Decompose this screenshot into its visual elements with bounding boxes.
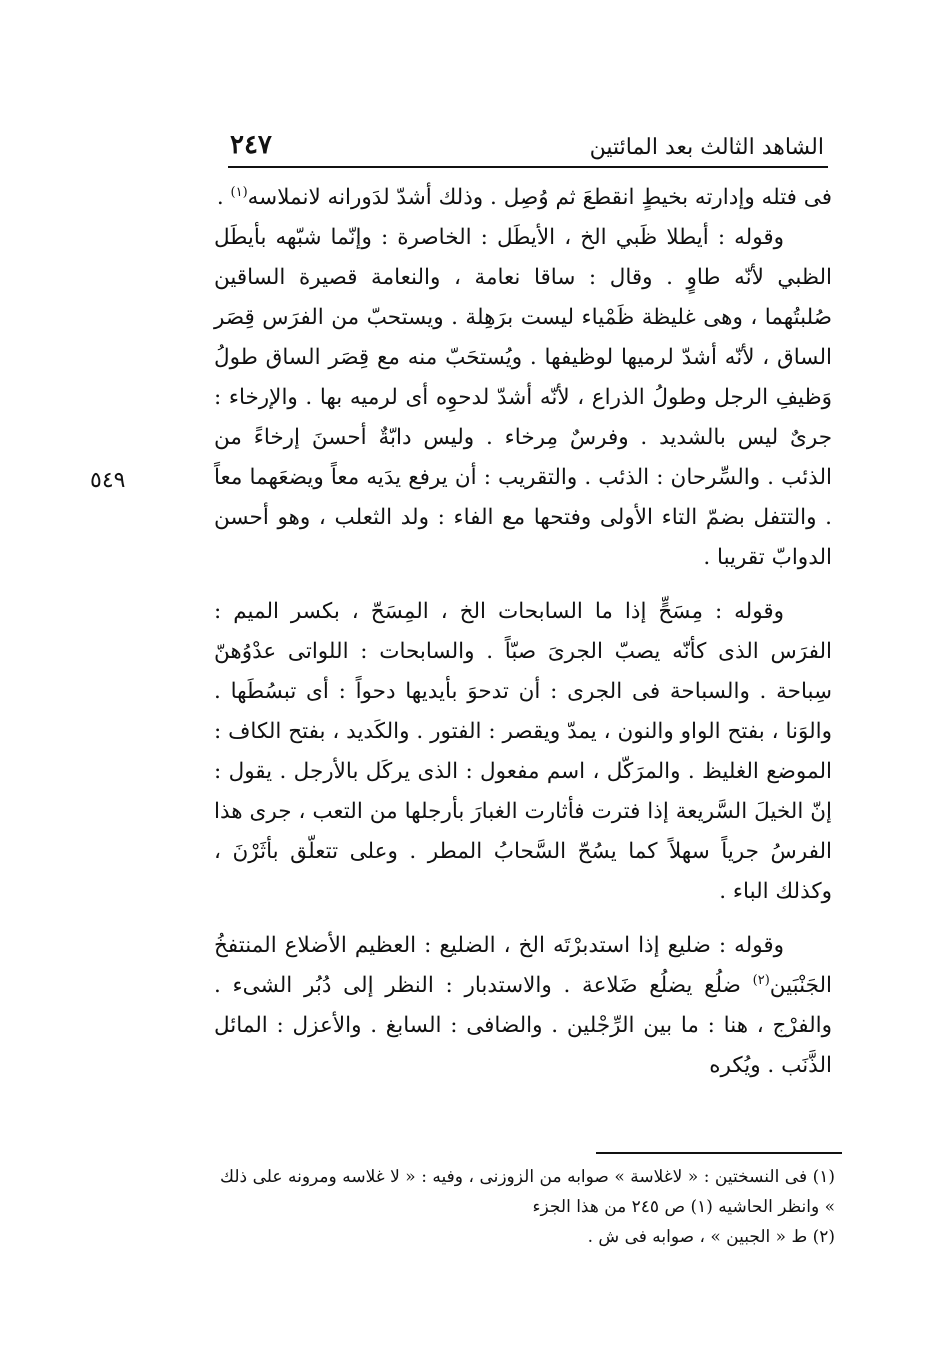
margin-reference-number: ٥٤٩ [90,468,126,493]
footnote-marker: (٢) [752,972,770,988]
paragraph: فى فتله وإدارته بخيطٍ انقطعَ ثم وُصِل . وذلك أشدّ لدَورانه لانملاسه$^{(١)}$ . [216,184,832,210]
main-text [214,178,832,1086]
paragraph: وقوله : أيطلا ظَبي الخ ، الأيطَل : الخاصرة : وإنّما شبّهه بأيطَل الظبي لأنّه طاوٍ . وقال : ساقا نعامة ، والنعامة قصيرة الساقين صُلبتُهما ، وهى غليظة ظَمْياء ليست برَهِلة . ويستحبّ من الفرَس قِصَر الساق ، لأنّه أشدّ لرميها لوظيفها . ويُستحَبّ منه مع قِصَر الساق طولُ وَظيفِ الرجل وطولُ الذراع ، لأنّه أشدّ لدحوِه أى لرميه بها . والإرخاء : جرىٌ ليس بالشديد . وفرسٌ مِرخاء . وليس دابّةٌ أحسنَ إرخاءً من الذئب . والسِّرحان : الذئب . والتقريب : أن يرفع يدَيه معاً ويضعَهما معاً . والتتفل بضمّ التاء الأولى وفتحها مع الفاء : ولد الثعلب ، وهو أحسن الدوابّ تقريبا . [214,225,832,570]
footnotes [220,1162,835,1252]
running-head: الشاهد الثالث بعد المائتين [589,135,824,160]
paragraph: وقوله : مِسَحٍّ إذا ما السابحات الخ ، المِسَحّ ، بكسر الميم : الفرَس الذى كأنّه يصبّ الجرىَ صبّاً . والسابحات : اللواتى عدْوُهنّ سِباحة . والسباحة فى الجرى : أن تدحوَ بأيديها دحواً : أى تبسُطَها . والوَنا ، بفتح الواو والنون ، يمدّ ويقصر : الفتور . والكَديد ، بفتح الكاف : الموضع الغليظ . والمرَكّل ، اسم مفعول : الذى يركَل بالأرجل . يقول : إنّ الخيلَ السَّريعة إذا فترت فأثارت الغبارَ بأرجلها من التعب ، جرى هذا الفرسُ جرياً سهلاً كما يسُحّ السَّحابُ المطر . وعلى تتعلّق بأثَرْنَ ، وكذلك الباء . [214,599,832,904]
page-header [228,118,828,168]
footnote-marker: (١) [230,184,248,200]
footnote: (٢) ط « الجبين » ، صوابه فى ش . [587,1227,835,1247]
footnote-separator [596,1152,842,1154]
paragraph: وقوله : ضليع إذا استدبرْتَه الخ ، الضليع : العظيم الأضلاع المنتفخُ الجَنْبَين$^{(٢)}$ ضلُع يضلُع ضَلاعة . والاستدبار : النظر إلى دُبُر الشىء . والفرْج ، هنا : ما بين الرِّجْلين . والضافى : السابغ . والأعزل : المائل الذَّنَب . ويُكره [214,933,832,1078]
footnote: (١) فى النسختين : « لاغلاسة » صوابه من الزوزنى ، وفيه : « لا غلاسه ومرونه على ذلك » وانظر الحاشيه (١) ص ٢٤٥ من هذا الجزء [220,1167,835,1217]
page-number: ٢٤٧ [230,130,272,160]
